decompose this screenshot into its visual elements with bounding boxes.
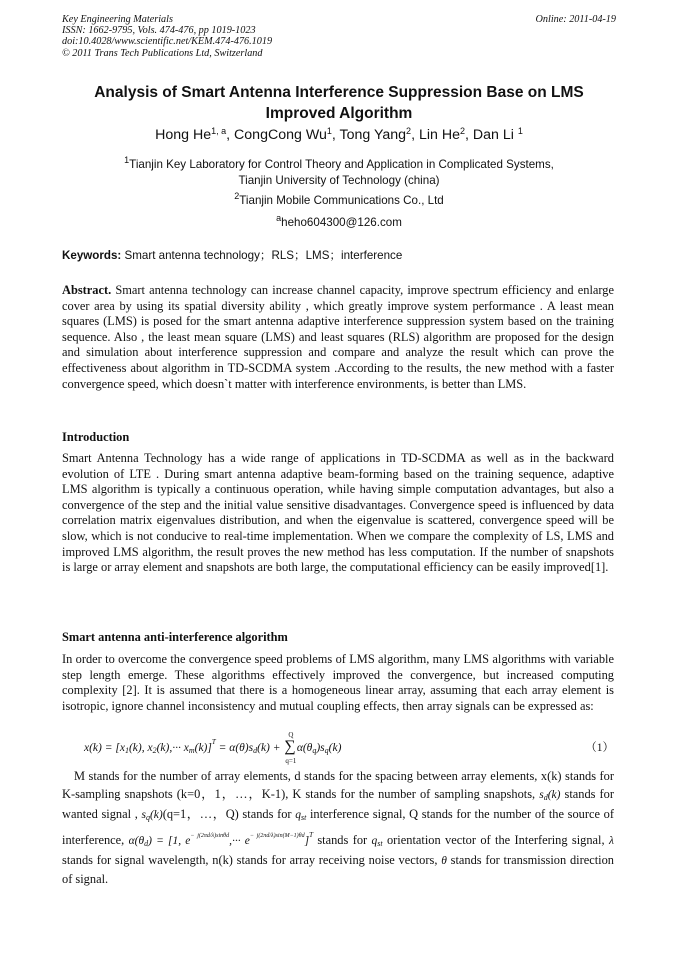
summation-symbol (284, 731, 297, 765)
abstract-label: Abstract. (62, 283, 112, 297)
keywords (62, 247, 616, 263)
eq-term: (k), x (128, 742, 153, 754)
inline-eq-lambda: λ (608, 834, 614, 847)
author-name: Tong Yang (339, 127, 407, 143)
eq-term: ] (304, 834, 310, 847)
inline-eq-steering-vector (128, 830, 313, 848)
email-address: heho604300@126.com (281, 216, 402, 229)
eq-sub: st (377, 838, 383, 848)
inline-eq-theta: θ (441, 855, 447, 867)
variable-definitions (62, 768, 614, 888)
definitions-text: orientation vector of the Interfering signal, (386, 832, 605, 847)
affiliation-1 (62, 152, 616, 189)
definitions-text: stands for wanted signal , (62, 786, 614, 821)
abstract (62, 283, 614, 392)
eq-term: )s (316, 742, 325, 754)
copyright-line: © 2011 Trans Tech Publications Ltd, Switzerland (62, 47, 263, 59)
inline-eq-sd (539, 789, 560, 801)
eq-sub: q (324, 746, 329, 755)
eq-term: (k) (547, 788, 561, 801)
paper-title (62, 82, 616, 124)
eq-sup: − j(2πd/λ)sin(M−1)θd (249, 832, 305, 839)
definitions-text: stands for signal wavelength, n(k) stands for array receiving noise vectors, (62, 853, 438, 867)
eq-term: (k),··· x (156, 742, 189, 754)
author-name: Dan Li (472, 127, 514, 143)
eq-term: (k)] (194, 742, 212, 754)
eq-term: (k) (328, 742, 342, 754)
keywords-text: Smart antenna technology；RLS；LMS；interference (124, 249, 403, 262)
issn-line: ISSN: 1662-9795, Vols. 474-476, pp 1019-1023 (62, 25, 256, 37)
title-line-1: Analysis of Smart Antenna Interference Suppression Base on LMS (94, 84, 584, 101)
definitions-text: (q=1，…，Q) stands for (162, 807, 292, 821)
eq-term: q (371, 834, 378, 847)
inline-eq-qst (372, 835, 383, 847)
sum-sign: ∑ (284, 738, 296, 755)
author-name: CongCong Wu (234, 127, 327, 143)
keywords-label: Keywords: (62, 249, 122, 262)
eq-sub: 2 (152, 746, 157, 755)
eq-term: (k) (149, 809, 163, 821)
section2-text: In order to overcome the convergence speed problems of LMS algorithm, many LMS algorithms with variable step length emerge. These algorithms effectively improved the convergence, but increased computing complexity [2]. It is assumed that there is a homogeneous linear array, assuming that each array element is isotropic, ignore channel inconsistency and mutual coupling effects, then array signals can be expressed as: (62, 652, 614, 713)
eq-term: s (539, 788, 544, 801)
author-sup: 1 (517, 126, 523, 136)
section-heading-introduction: Introduction (62, 430, 130, 444)
author-list: Hong He$^{1, a}$, CongCong Wu$^1$, Tong Yang$^2$, Lin He$^2$, Dan Li $^1$ (155, 126, 523, 143)
author-name: Lin He (418, 127, 460, 143)
affiliation-line: Tianjin University of Technology (china) (238, 174, 440, 187)
affiliation-sup: 2 (234, 191, 240, 201)
definitions-line-1: M stands for the number of array elements, d stands for the spacing between array elements, x(k) stands for K-sampling snapshots (k=0，1，…，K-1), K stands for the number of sampling snapshots, (62, 769, 614, 801)
inline-eq-sq (141, 809, 162, 821)
equation-1 (84, 731, 614, 765)
inline-eq-qst (295, 809, 306, 821)
eq-sub: st (300, 813, 307, 822)
eq-term: = α(θ)s (215, 742, 254, 754)
author-email (62, 210, 616, 231)
definitions-text: stands for (317, 832, 368, 847)
affiliation-2 (62, 188, 616, 209)
sum-upper: Q (288, 731, 294, 739)
author-sup: 1, a (211, 126, 227, 136)
eq-term: x(k) = [x (84, 742, 125, 754)
journal-name: Key Engineering Materials (62, 14, 173, 25)
abstract-text: Smart antenna technology can increase channel capacity, improve spectrum efficiency and enlarge cover area by using its spatial diversity ability , which greatly improve system performance . A least mean squares (LMS) is posed for the smart antenna adaptive interference suppression system based on the training sequence. Also , the least mean square (LMS) and least squares (RLS) algorithm are proposed for the design and simulation about interference suppression and compare and analyze the result which can prove the effectiveness about algorithm in TD-SCDMA system .According to the results, the new method with a faster convergence speed, which doesn`t matter with interference environments, is better than LMS. (62, 283, 614, 391)
eq-term: ) = [1, e (148, 834, 191, 847)
eq-sub: 1 (124, 746, 129, 755)
eq-term: α(θ (128, 834, 145, 847)
doi-line: doi:10.4028/www.scientific.net/KEM.474-476.1019 (62, 36, 273, 48)
online-date: Online: 2011-04-19 (535, 14, 616, 25)
title-line-2: Improved Algorithm (265, 105, 413, 122)
eq-sub: d (144, 838, 149, 848)
eq-sub: q (145, 813, 150, 822)
journal-header (62, 14, 272, 59)
introduction-text: Smart Antenna Technology has a wide range of applications in TD-SCDMA as well as in the backward evolution of LTE . During smart antenna adaptive beam-forming based on the training sequence, adaptive LMS algorithm is typically a continuous operation, while having simple computation advantages, but also a convergence of the step and the initial value sensitive disadvantages. Convergence speed is influenced by data correlation matrix eigenvalues distribution, and when the eigenvalue is scattered, convergence speed will be slow, which is not conducive to real-time implementation. When we compare the complexity of LS, LMS and improved LMS algorithm, the result proves the new method has less computation. If the number of snapshots is large or array element and snapshots are both large, the computational efficiency can be easily improved[1]. (62, 451, 614, 575)
eq-term: ,··· e (229, 834, 250, 847)
eq-term: (k) + (257, 742, 284, 754)
sum-lower: q=1 (285, 757, 297, 765)
author-sup: 1 (326, 126, 332, 136)
eq-term: α(θ (296, 742, 313, 754)
equation-number: （1） (585, 742, 614, 754)
eq-term: q (295, 809, 301, 821)
author-sup: 2 (459, 126, 465, 136)
eq-sub: q (312, 746, 317, 755)
definitions-text: the number of the source of interference, (62, 807, 614, 847)
eq-term: s (141, 809, 146, 821)
definitions-text: stands for transmission direction of signal. (62, 853, 614, 886)
author-sup: 2 (406, 126, 412, 136)
definitions-text: interference signal, Q stands for (309, 807, 471, 821)
eq-sup: T (211, 738, 216, 746)
author-name: Hong He (155, 127, 212, 143)
eq-sub: d (253, 746, 258, 755)
affiliation-sup: 1 (124, 155, 130, 165)
eq-sub: d (543, 792, 548, 802)
eq-sup: T (309, 830, 313, 839)
section-heading-anti-interference: Smart antenna anti-interference algorithm (62, 630, 288, 644)
eq-sub: m (188, 746, 195, 755)
eq-sup: − j(2πd/λ)sinθd (190, 832, 230, 839)
affiliation-line: Tianjin Mobile Communications Co., Ltd (239, 194, 444, 207)
affiliation-line: Tianjin Key Laboratory for Control Theory and Application in Complicated Systems, (129, 158, 554, 171)
email-sup: a (276, 213, 282, 223)
